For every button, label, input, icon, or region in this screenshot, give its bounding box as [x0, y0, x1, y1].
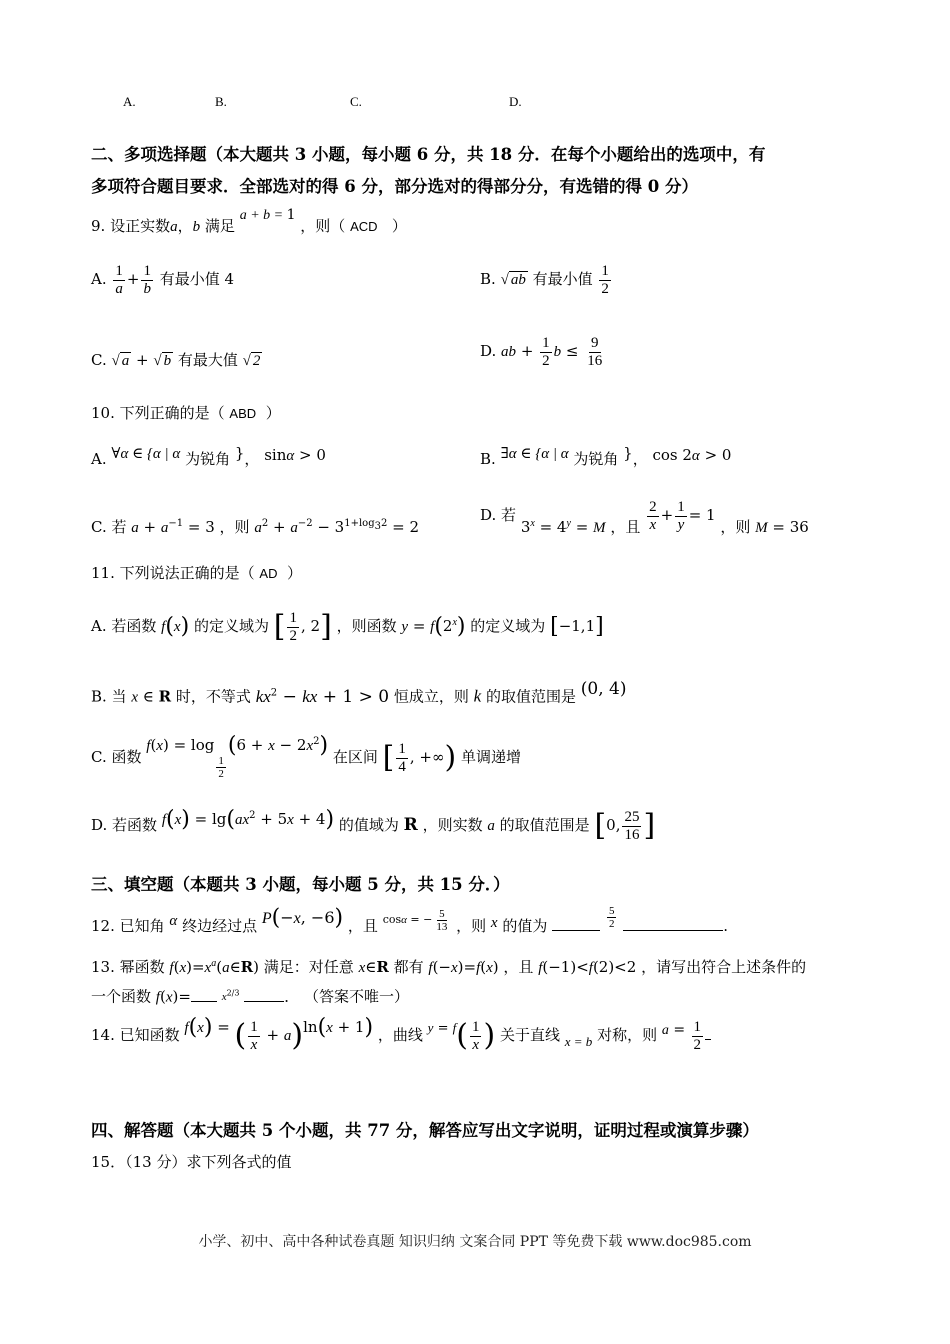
q13-line2: 一个函数 $f(x)= x^{2/3}$ ． （答案不唯一）: [91, 987, 410, 1006]
q9-option-a: A. $\frac{1}{a}$ + $\frac{1}{b}$ 有最小值 4: [91, 262, 235, 297]
q11-option-b: B. 当 x ∈ R 时，不等式 $kx^2$ − kx + 1 > 0 恒成立，则 k 的取值范围是 (0, 4): [91, 678, 627, 707]
q10-answer: ABD: [229, 406, 257, 421]
q10-option-a: A. ∀α ∈ {α | α 为锐角 }， sinα > 0: [91, 444, 326, 468]
q9-option-d: D. ab + $\frac{1}{2}$ b ≤ $\frac{9}{16}$: [480, 334, 603, 369]
q14-line: 14. 已知函数 f(x) = ( $\frac{1}{x}$ + a)ln(x + 1) ，曲线 y = f( $\frac{1}{x}$ ) 关于直线 x = b 对称，则 a = $\frac{1}{2}$: [91, 1010, 711, 1060]
q11-stem: 11. 下列说法正确的是（ AD ）: [91, 564, 303, 582]
page-footer: 小学、初中、高中各种试卷真题 知识归纳 文案合同 PPT 等免费下载 www.doc985.com: [198, 1234, 752, 1250]
option-c: C.: [350, 94, 362, 109]
q11-option-a: A. 若函数 f(x) 的定义域为 [ $\frac{1}{2}$ , 2] ，则函数 $y = f(2^x)$ 的定义域为 [−1,1]: [91, 609, 604, 644]
q12-line: 12. 已知角 α 终边经过点 P(−x, −6) ，且 $^{cos\alpha = - \frac{5}{13}}$ ，则 x 的值为 $\frac{5}{2}$ .: [91, 904, 729, 935]
q10-stem: 10. 下列正确的是（ ABD ）: [91, 404, 281, 422]
q15-stem: 15．（13 分）求下列各式的值: [91, 1153, 292, 1171]
section4-heading: 四、解答题（本大题共 5 个小题，共 77 分，解答应写出文字说明，证明过程或演算步骤）: [91, 1121, 759, 1140]
q10-option-d: D. 若 $3^x = 4^y = M$ ，且 $\frac{2}{x}$ + $\frac{1}{y}$ = 1 ，则 M = 36: [480, 498, 809, 536]
q10-option-b: B. ∃α ∈ {α | α 为锐角 }， cos 2α > 0: [480, 444, 732, 468]
q10-option-c: C. 若 $a + a^{-1} = 3$ ，则 $a^2 + a^{-2} - 3^{1+log_32} = 2$: [91, 518, 420, 536]
q9-answer: ACD: [350, 219, 378, 234]
q9-option-c: C. √ a + √ b 有最大值 √ 2: [91, 351, 261, 369]
option-b: B.: [215, 94, 227, 109]
section3-heading: 三、填空题（本题共 3 小题，每小题 5 分，共 15 分．）: [91, 875, 510, 894]
q13-line1: 13. 幂函数 $f(x)=x^a(a\in R)$ 满足：对任意 x∈R 都有 f(−x)=f(x) ，且 f(−1)<f(2)<2 ，请写出符合上述条件的: [91, 958, 807, 976]
option-d: D.: [509, 94, 522, 109]
section2-heading-line1: 二、多项选择题（本大题共 3 小题，每小题 6 分，共 18 分．在每个小题给出的选项中，有: [91, 145, 766, 164]
q9-option-b: B. √ ab 有最小值 $\frac{1}{2}$: [480, 262, 609, 297]
q11-option-c: C. 函数 f(x) = log $\frac{1}{2}$ $(6 + x - 2x^2)$ 在区间 [ $\frac{1}{4}$ , +∞) 单调递增: [91, 733, 521, 780]
option-a: A.: [123, 94, 136, 109]
section2-heading-line2: 多项符合题目要求．全部选对的得 6 分，部分选对的得部分分，有选错的得 0 分）: [91, 177, 698, 196]
q11-answer: AD: [259, 566, 278, 581]
q11-option-d: D. 若函数 $f(x) = \lg(ax^2 + 5x + 4)$ 的值域为 R ，则实数 a 的取值范围是 [0, $\frac{25}{16}$ ]: [91, 807, 656, 843]
q9-stem: 9. 设正实数a，b 满足 a + b = 1 ，则（ ACD ）: [91, 207, 407, 235]
